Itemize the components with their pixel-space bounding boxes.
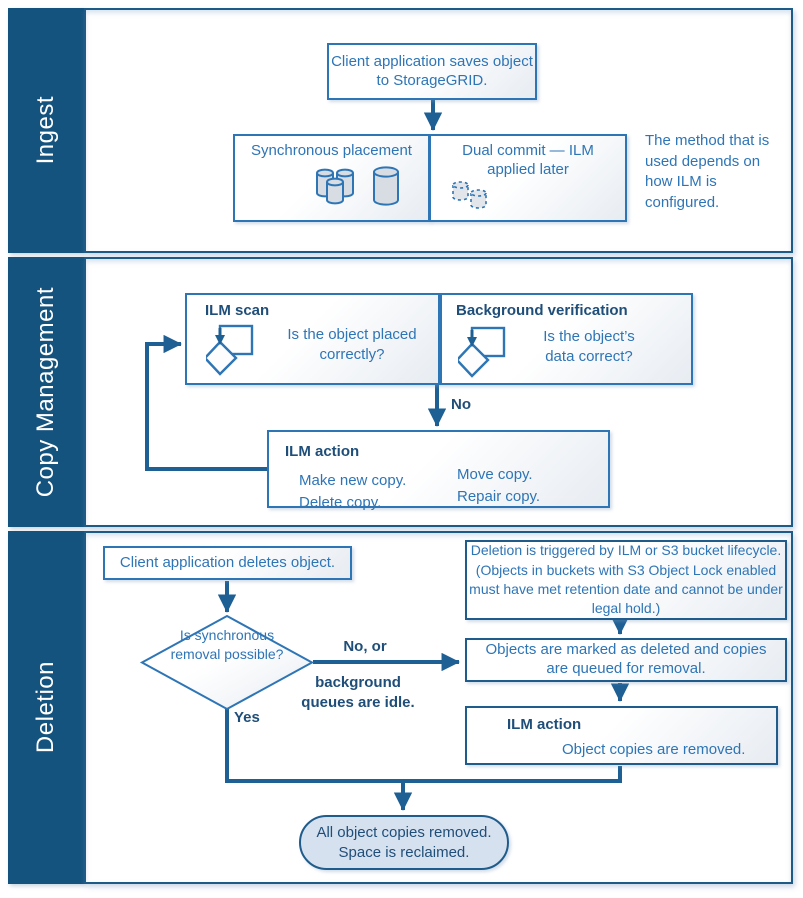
deletion-trigger-text: Deletion is triggered by ILM or S3 bucket lifecycle. (Objects in buckets with S3 Object Lock enabled must have met retention date and cannot be under legal hold.) <box>469 542 783 617</box>
ilm-action-title-deletion: ILM action <box>507 716 582 733</box>
ingest-method-note: The method that is used depends on how ILM is configured. <box>645 132 770 212</box>
section-label-deletion: Deletion <box>32 661 59 754</box>
synchronous-placement-label: Synchronous placement <box>251 142 412 159</box>
ilm-action-title-copy: ILM action <box>285 443 360 460</box>
section-label-ingest: Ingest <box>32 96 59 165</box>
marked-deleted-text: Objects are marked as deleted and copies are queued for removal. <box>485 641 767 677</box>
ilm-scan-question: Is the object placed correctly? <box>287 326 417 363</box>
ilm-action-item: Repair copy. <box>457 487 541 505</box>
decision-no-sublabel: background queues are idle. <box>301 674 415 711</box>
background-verification-question: Is the object’s data correct? <box>543 328 635 365</box>
cylinder-large-icon <box>372 165 400 207</box>
client-deletes-box <box>103 546 352 580</box>
cylinder-cluster-icon <box>314 165 356 207</box>
ilm-action-box-copy <box>267 430 610 511</box>
client-saves-box <box>327 43 537 100</box>
storage-cylinders-icon <box>314 165 400 207</box>
ilm-action-box-deletion <box>465 706 778 765</box>
section-label-copy-management: Copy Management <box>32 286 59 498</box>
verification-no-label: No <box>451 396 471 413</box>
sync-removal-decision-text: Is synchronous removal possible? <box>170 627 284 662</box>
loop-check-icon <box>458 320 508 378</box>
loop-check-icon <box>206 318 256 376</box>
marked-deleted-box <box>465 638 787 682</box>
client-deletes-text: Client application deletes object. <box>119 553 336 571</box>
ilm-scan-title: ILM scan <box>205 302 270 319</box>
client-saves-text: Client application saves object to StorageGRID. <box>331 52 533 89</box>
dual-commit-label: Dual commit — ILM applied later <box>462 142 594 178</box>
background-verification-title: Background verification <box>456 302 628 319</box>
decision-no-label: No, or <box>343 638 387 655</box>
deletion-trigger-box <box>465 540 787 620</box>
dashed-cylinders-icon <box>450 180 490 212</box>
ilm-action-item: Make new copy. <box>299 472 407 489</box>
decision-yes-label: Yes <box>234 709 260 726</box>
all-copies-removed-terminator <box>299 815 509 870</box>
ilm-action-item: Delete copy. <box>299 493 382 511</box>
all-copies-removed-text: All object copies removed. Space is reclaimed. <box>316 824 492 861</box>
ilm-action-text-deletion: Object copies are removed. <box>562 741 746 758</box>
ilm-action-item: Move copy. <box>457 466 533 483</box>
